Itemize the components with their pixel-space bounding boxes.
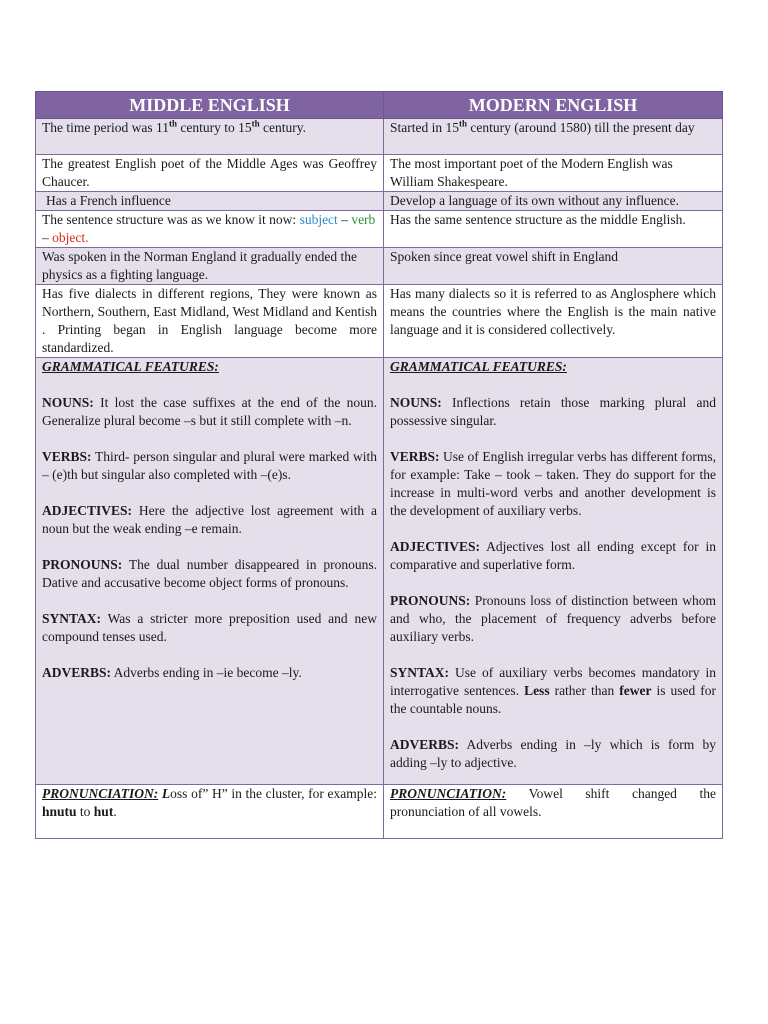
subject-word: subject (299, 212, 338, 227)
cell-modern-grammar (384, 358, 723, 785)
cell-modern-time: Started in 15th century (around 1580) till the present day (384, 119, 723, 155)
cell-modern-spoken: Spoken since great vowel shift in England (384, 248, 723, 285)
cell-middle-structure: The sentence structure was as we know it now: subject – verb – object. (36, 211, 384, 248)
middle-verbs: VERBS: Third- person singular and plural were marked with – (e)th but singular also completed with –(e)s. (42, 449, 377, 482)
cell-middle-influence: Has a French influence (36, 192, 384, 211)
cell-middle-spoken: Was spoken in the Norman England it gradually ended the physics as a fighting language. (36, 248, 384, 285)
modern-adjectives: ADJECTIVES: Adjectives lost all ending except for in comparative and superlative form. (390, 539, 716, 572)
row-spoken (36, 248, 723, 285)
modern-adverbs: ADVERBS: Adverbs ending in –ly which is form by adding –ly to adjective. (390, 737, 716, 770)
comparison-table (35, 91, 723, 839)
modern-verbs: VERBS: Use of English irregular verbs has different forms, for example: Take – took – taken. They do support for the increase in multi-word verbs and another development is the development of auxiliary verbs. (390, 449, 716, 518)
middle-syntax: SYNTAX: Was a stricter more preposition used and new compound tenses used. (42, 611, 377, 644)
cell-modern-structure: Has the same sentence structure as the middle English. (384, 211, 723, 248)
cell-middle-pronunciation: PRONUNCIATION: Loss of” H” in the cluster, for example: hnutu to hut. (36, 785, 384, 839)
grammar-heading-middle: GRAMMATICAL FEATURES: (42, 359, 219, 374)
middle-nouns: NOUNS: It lost the case suffixes at the end of the noun. Generalize plural become –s but it still complete with –n. (42, 395, 377, 428)
row-poet (36, 155, 723, 192)
cell-middle-poet: The greatest English poet of the Middle Ages was Geoffrey Chaucer. (36, 155, 384, 192)
verb-word: verb (351, 212, 376, 227)
cell-modern-dialects: Has many dialects so it is referred to as Anglosphere which means the countries where the English is the main native language and it is considered collectively. (384, 285, 723, 358)
middle-adjectives: ADJECTIVES: Here the adjective lost agreement with a noun but the weak ending –e remain. (42, 503, 377, 536)
cell-modern-pronunciation: PRONUNCIATION: Vowel shift changed the pronunciation of all vowels. (384, 785, 723, 839)
row-influence (36, 192, 723, 211)
cell-modern-influence: Develop a language of its own without any influence. (384, 192, 723, 211)
row-pronunciation (36, 785, 723, 839)
header-middle-english: MIDDLE ENGLISH (36, 92, 384, 119)
row-time-period (36, 119, 723, 155)
middle-adverbs: ADVERBS: Adverbs ending in –ie become –ly. (42, 665, 302, 680)
cell-middle-dialects: Has five dialects in different regions, They were known as Northern, Southern, East Midland, West Midland and Kentish . Printing began in English language become more standardized. (36, 285, 384, 358)
grammar-heading-modern: GRAMMATICAL FEATURES: (390, 359, 567, 374)
modern-syntax: SYNTAX: Use of auxiliary verbs becomes mandatory in interrogative sentences. Less rather than fewer is used for the countable nouns. (390, 665, 716, 716)
middle-pronouns: PRONOUNS: The dual number disappeared in pronouns. Dative and accusative become object forms of pronouns. (42, 557, 377, 590)
row-grammar (36, 358, 723, 785)
modern-nouns: NOUNS: Inflections retain those marking plural and possessive singular. (390, 395, 716, 428)
header-modern-english: MODERN ENGLISH (384, 92, 723, 119)
row-structure (36, 211, 723, 248)
object-word: object. (52, 230, 89, 245)
cell-middle-time: The time period was 11th century to 15th century. (36, 119, 384, 155)
cell-middle-grammar (36, 358, 384, 785)
header-row (36, 92, 723, 119)
cell-modern-poet: The most important poet of the Modern English was William Shakespeare. (384, 155, 723, 192)
modern-pronouns: PRONOUNS: Pronouns loss of distinction between whom and who, the placement of frequency adverbs before auxiliary verbs. (390, 593, 716, 644)
row-dialects (36, 285, 723, 358)
